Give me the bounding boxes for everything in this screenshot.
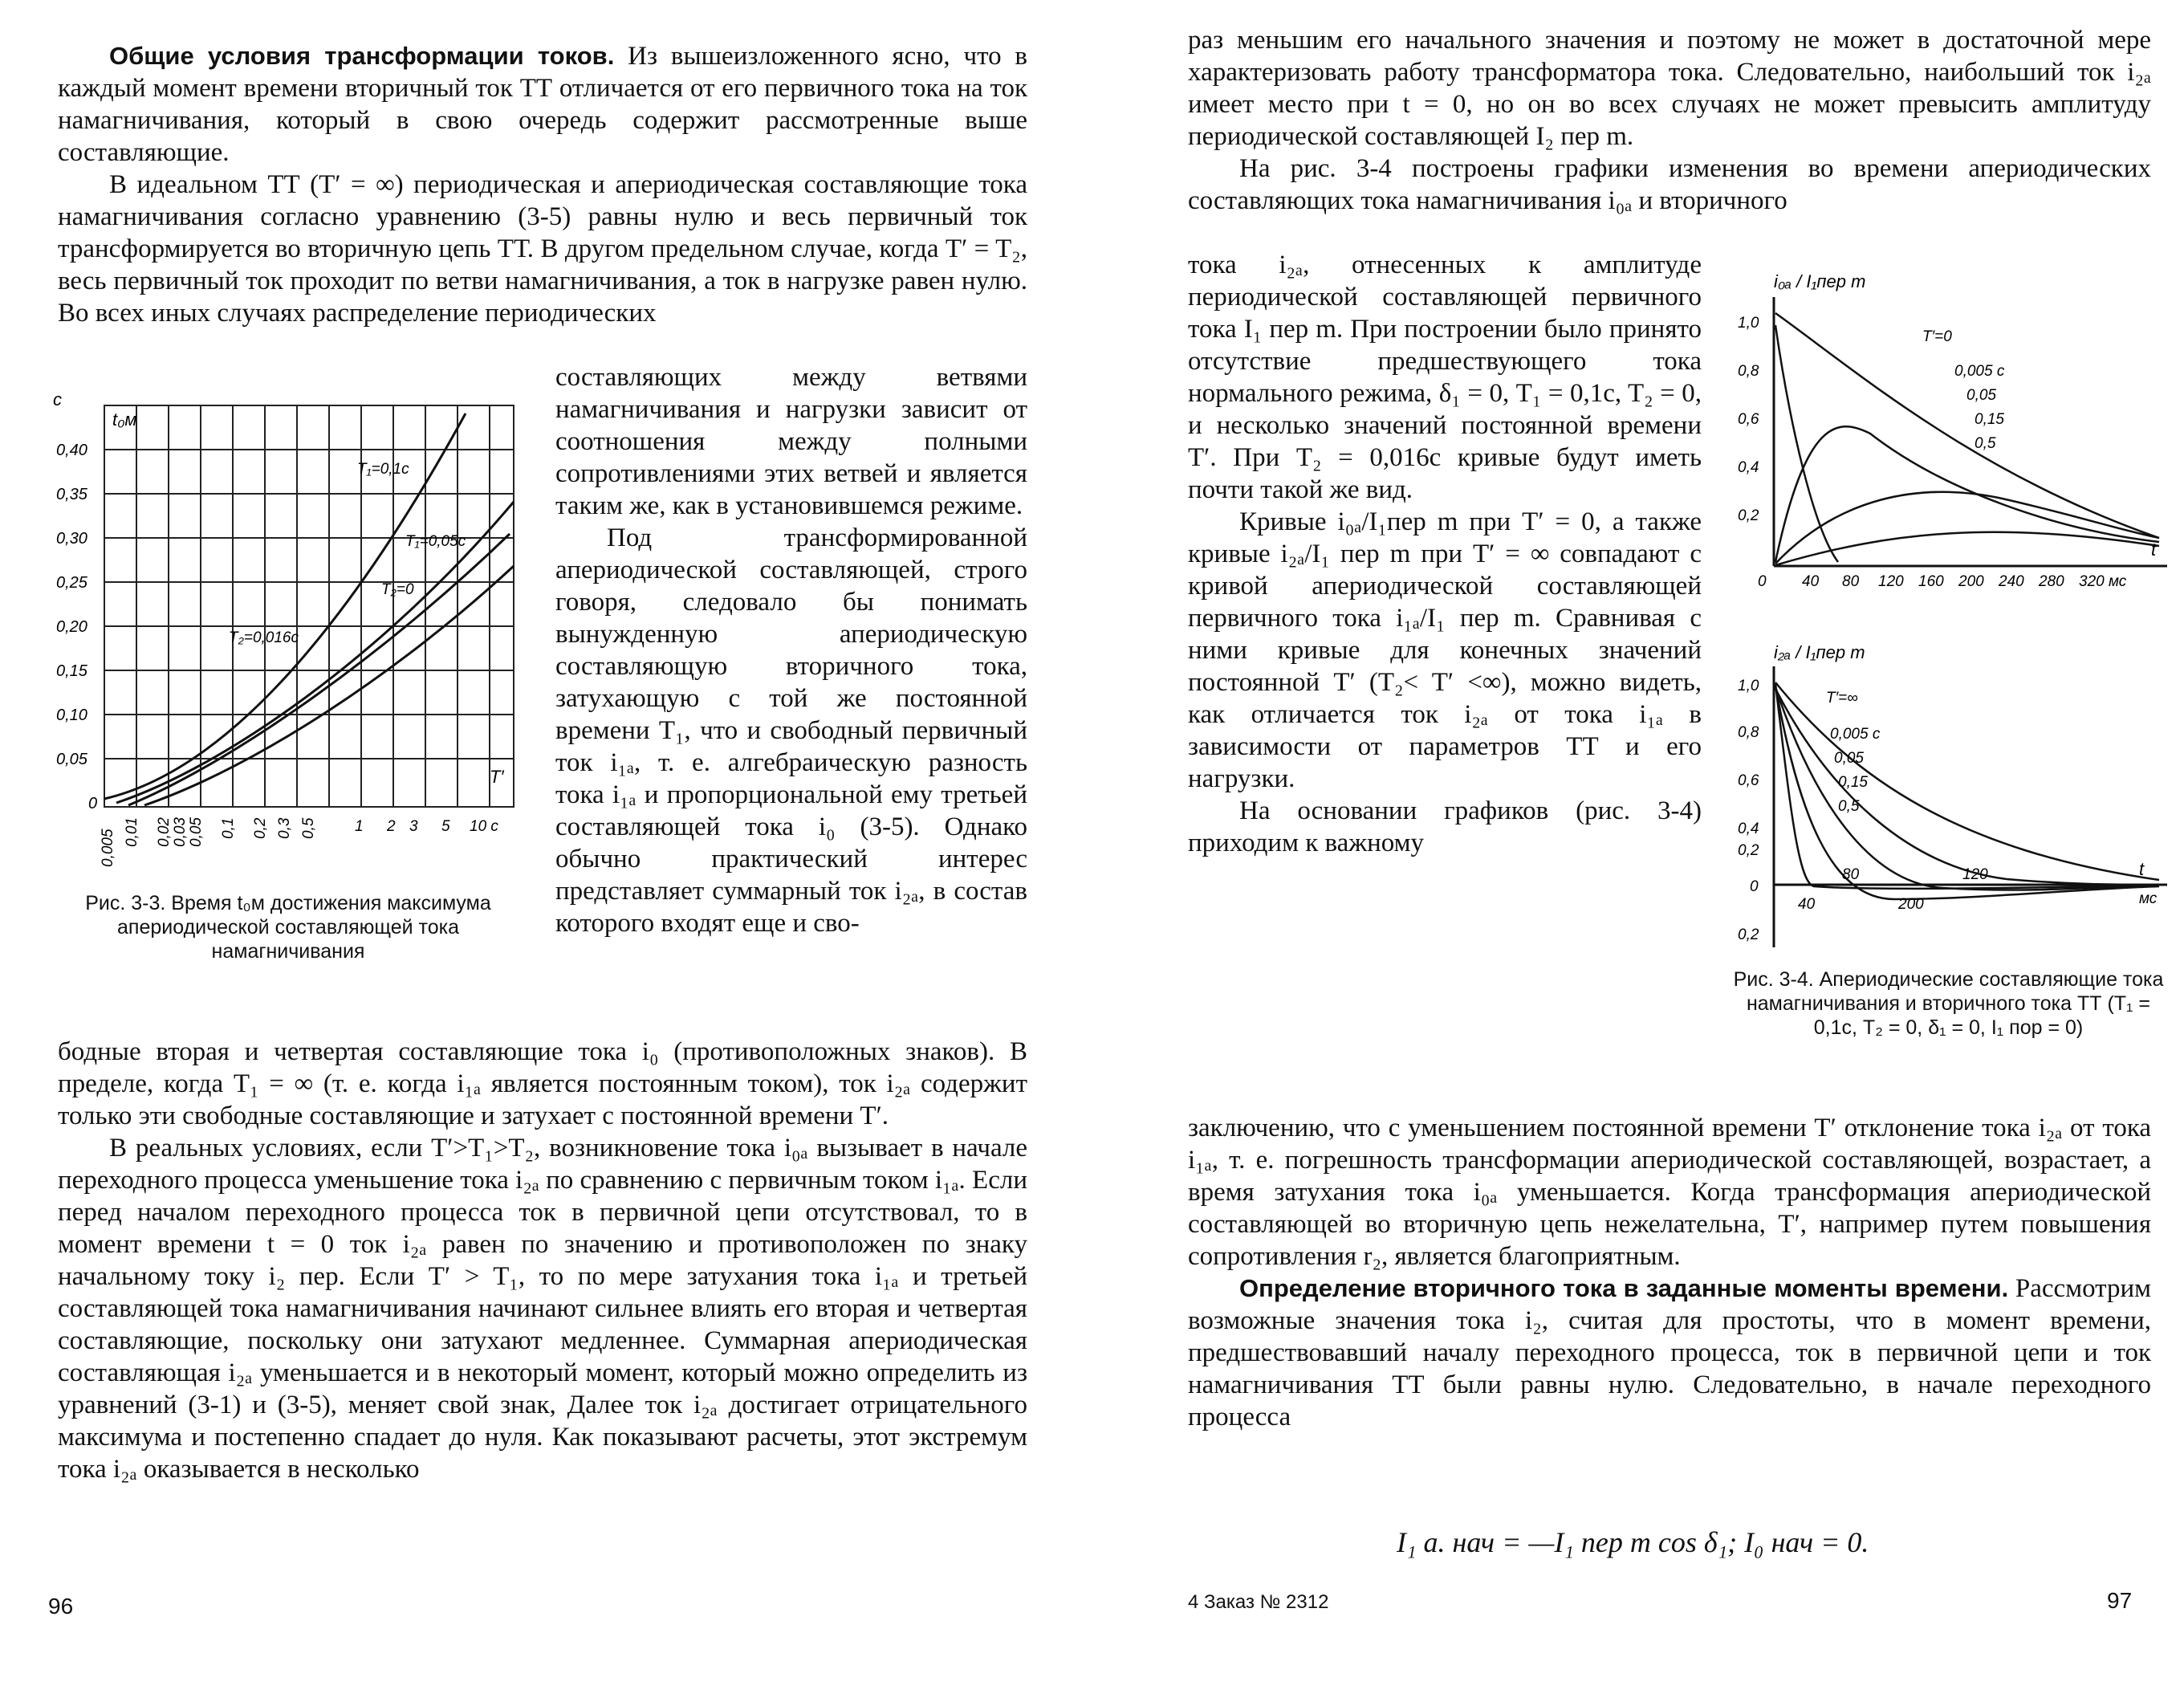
fig33-ytick: 0,10: [56, 707, 87, 724]
fig34-bot-ylabel: i₂ₐ / I₁пер m: [1774, 642, 1865, 662]
section-heading: Общие условия трансформации токов.: [109, 42, 615, 70]
fig33-y-label: t₀м: [112, 409, 137, 430]
fig34-bot-ytick: 0,8: [1738, 724, 1759, 741]
fig34-bot-label: 0,15: [1838, 774, 1868, 791]
fig34-top-label: T′=0: [1922, 328, 1952, 345]
page-number-right: 97: [2107, 1588, 2133, 1613]
fig33-curve-label: T₂=0: [381, 581, 414, 598]
right-side-paragraph-1: тока i₂ₐ, отнесенных к амплитуде периодической составляющей первичного тока I₁ пер m. При построении было принято отсутствие предшествующего тока нормального режима, δ₁ = 0, T₁ = 0,1c, T₂ = 0, и несколько значений постоянной времени T′. При T₂ = 0,016c кривые будут иметь почти такой же вид.: [1188, 250, 1702, 504]
fig34-top-label: 0,5: [1975, 435, 1996, 452]
fig34-top-xtick: 40: [1802, 573, 1820, 590]
fig34-bot-ytick: 0,6: [1738, 772, 1759, 789]
formula: I₁ а. нач = —I₁ пер m cos δ₁; I₀ нач = 0.: [1397, 1526, 1869, 1558]
fig34-top-x-label: t: [2151, 540, 2157, 560]
right-text-top: [1188, 24, 2151, 217]
figure-3-3: [48, 381, 530, 879]
fig33-xtick: 0,1: [220, 817, 237, 839]
left-paragraph-1: Из вышеизложенного ясно, что в каждый момент времени вторичный ток ТТ отличается от его первичного тока на ток намагничивания, который в свою очередь содержит рассмотренные выше составляющие.: [58, 42, 1028, 167]
fig34-top-ytick: 0: [1758, 573, 1767, 590]
fig33-xtick: 3: [409, 818, 418, 835]
fig34-bot-ytick: 0: [1750, 878, 1759, 895]
fig33-ytick: 0,30: [56, 530, 87, 548]
fig34-top-label: 0,005 c: [1954, 363, 2005, 380]
fig34-bot-label: 0,5: [1838, 798, 1860, 815]
fig33-xtick: 10 c: [470, 818, 498, 835]
fig33-curve-label: T₁=0,05c: [405, 533, 466, 550]
left-text-top: [58, 40, 1027, 329]
fig33-xtick: 0,03: [172, 817, 189, 847]
fig33-xtick: 0,2: [252, 817, 269, 839]
fig33-curve-label: T₁=0,1c: [357, 461, 409, 478]
left-paragraph-4: В реальных условиях, если T′>T₁>T₂, возникновение тока i₀ₐ вызывает в начале переходного процесса уменьшение тока i₂ₐ по сравнению с первичным током i₁ₐ. Если перед началом переходного процесса ток в первичной цепи отсутствовал, то в момент времени t = 0 ток i₂ₐ равен по значению и противоположен по знаку начальному току i₂ пер. Если T′ > T₁, то по мере затухания тока i₁ₐ и третьей составляющей тока намагничивания начинают сильнее влиять его вторая и четвертая составляющие, поскольку они затухают медленнее. Суммарная апериодическая составляющая i₂ₐ уменьшается и в некоторый момент, который можно определить из уравнений (3-1) и (3-5), меняет свой знак, Далее ток i₂ₐ достигает отрицательного максимума и постепенно спадает до нуля. Как показывают расчеты, этот экстремум тока i₂ₐ оказывается в несколько: [58, 1134, 1027, 1484]
fig33-ytick: 0: [88, 795, 98, 812]
fig33-x-label: T′: [490, 767, 504, 787]
fig33-y-ticks: [56, 442, 97, 812]
fig34-top-xtick: 80: [1842, 573, 1860, 590]
left-side-text: [555, 361, 1027, 939]
fig33-curves: [104, 413, 514, 805]
fig33-xtick: 2: [387, 818, 396, 835]
fig34-caption: Рис. 3-4. Апериодические составляющие тока намагничивания и вторичного тока ТТ (T₁ = 0,1с, T₂ = 0, δ₁ = 0, I₁ пор = 0): [1733, 968, 2164, 1039]
figure-3-4-bottom: [1734, 610, 2167, 955]
fig33-x-ticks: [100, 817, 498, 867]
subsection-heading: Определение вторичного тока в заданные моменты времени.: [1239, 1274, 2009, 1302]
right-paragraph-2-top: На рис. 3-4 построены графики изменения во времени апериодических составляющих тока намагничивания i₀ₐ и вторичного: [1188, 154, 2151, 215]
fig34-top-xtick: 120: [1878, 573, 1904, 590]
fig34-top-ytick: 0,6: [1738, 411, 1759, 428]
fig33-ytick: 0,15: [56, 662, 87, 680]
fig33-ytick: 0,25: [56, 574, 87, 592]
fig33-xtick: 5: [441, 818, 450, 835]
fig34-top-curve-05: [1775, 532, 2159, 565]
fig34-bot-ytick: 0,2: [1738, 842, 1759, 859]
fig33-ytick: 0,20: [56, 618, 87, 636]
fig33-xtick: 0,005: [100, 829, 116, 867]
fig34-top-curves: [1775, 313, 2159, 565]
fig33-xtick: 0,5: [300, 817, 317, 839]
fig33-y-unit: c: [53, 389, 62, 409]
right-paragraph-1: раз меньшим его начального значения и поэтому не может в достаточной мере характеризовать работу трансформатора тока. Следовательно, наибольший ток i₂ₐ имеет место при t = 0, но он во всех случаях не может превысить амплитуду периодической составляющей I₂ пер m.: [1188, 26, 2151, 151]
left-side-paragraph-2: Под трансформированной апериодической составляющей, строго говоря, следовало бы понимать вынужденную апериодическую составляющую вторичного тока, затухающую с той же постоянной времени T₁, что и свободный первичный ток i₁ₐ, т. е. алгебраическую разность тока i₁ₐ и пропорциональной ему третьей составляющей тока i₀ (3-5). Однако обычно практический интерес представляет суммарный ток i₂ₐ, в состав которого входят еще и сво-: [555, 523, 1027, 938]
left-paragraph-3: бодные вторая и четвертая составляющие тока i₀ (противоположных знаков). В пределе, когда T₁ = ∞ (т. е. когда i₁ₐ является постоянным током), ток i₂ₐ содержит только эти свободные составляющие и затухает с постоянной времени T′.: [58, 1037, 1027, 1130]
fig33-grid: [104, 405, 514, 807]
fig34-top-label: 0,15: [1975, 411, 2004, 428]
fig34-bot-xtick: 120: [1962, 866, 1988, 883]
fig34-top-xtick: 160: [1918, 573, 1944, 590]
fig34-bot-unit: мс: [2139, 890, 2158, 907]
footer-order: 4 Заказ № 2312: [1188, 1591, 1329, 1613]
fig34-bot-curve-labels: [1826, 690, 1881, 815]
fig34-top-ylabel: i₀ₐ / I₁пер m: [1774, 271, 1866, 291]
fig34-bot-ytick: 1,0: [1738, 678, 1759, 694]
fig34-bot-xtick: 200: [1898, 896, 1924, 913]
figure-3-4-top: [1734, 265, 2167, 602]
fig34-bot-xtick: 80: [1842, 866, 1860, 883]
fig34-bot-label: T′=∞: [1826, 690, 1858, 707]
fig33-caption: Рис. 3-3. Время t₀м достижения максимума апериодической составляющей тока намагничивания: [85, 892, 491, 963]
fig34-bot-ytick: 0,2: [1738, 926, 1759, 943]
fig34-bot-x-label: t: [2139, 859, 2145, 879]
right-side-paragraph-2: Кривые i₀ₐ/I₁пер m при T′ = 0, а также кривые i₂ₐ/I₁ пер m при T′ = ∞ совпадают с кривой апериодической составляющей первичного тока i₁ₐ/I₁ пер m. Сравнивая с ними кривые для конечных значений постоянной T′ (T₂< T′ <∞), можно видеть, как отличается ток i₂ₐ от тока i₁ₐ в зависимости от параметров ТТ и его нагрузки.: [1188, 507, 1702, 793]
left-text-bottom: [58, 1036, 1027, 1485]
left-paragraph-2: В идеальном ТТ (T′ = ∞) периодическая и апериодическая составляющие тока намагничивания согласно уравнению (3-5) равны нулю и весь первичный ток трансформируется во вторичную цепь ТТ. В другом предельном случае, когда T′ = T₂, весь первичный ток проходит по ветви намагничивания, а ток в нагрузке равен нулю. Во всех иных случаях распределение периодических: [58, 170, 1027, 328]
fig34-bot-curve-0005: [1775, 684, 2159, 889]
right-paragraph-4: заключению, что с уменьшением постоянной времени T′ отклонение тока i₂ₐ от тока i₁ₐ, т. е. погрешность трансформации апериодической составляющей, возрастает, а время затухания тока i₀ₐ уменьшается. Когда трансформация апериодической составляющей во вторичную цепь нежелательна, T′, например путем повышения сопротивления r₂, является благоприятным.: [1188, 1114, 2151, 1271]
fig34-bot-curve-05: [1775, 689, 2159, 885]
right-text-bottom: [1188, 1112, 2151, 1433]
fig34-top-yticks: [1738, 315, 1767, 590]
fig34-top-ytick: 1,0: [1738, 315, 1759, 332]
fig33-xtick: 0,01: [124, 817, 140, 847]
fig34-top-curve-0005: [1775, 325, 1838, 562]
fig34-top-xtick: 320 мс: [2079, 573, 2127, 590]
fig33-xtick: 0,05: [188, 817, 205, 847]
fig33-curve-t1-01: [104, 413, 466, 799]
fig33-xtick: 1: [355, 818, 364, 835]
fig34-top-label: 0,05: [1966, 387, 1996, 404]
fig33-curve-label: T₂=0,016c: [229, 629, 299, 646]
left-side-paragraph-1: составляющих между ветвями намагничивания и нагрузки зависит от соотношения между полными сопротивлениями этих ветвей и является таким же, как в установившемся режиме.: [555, 363, 1027, 520]
fig34-top-xtick: 200: [1958, 573, 1984, 590]
fig34-bot-yticks: [1738, 678, 1759, 943]
fig34-top-ytick: 0,2: [1738, 507, 1759, 524]
fig33-ytick: 0,05: [56, 751, 87, 768]
fig33-ytick: 0,40: [56, 442, 87, 459]
fig34-top-xtick: 240: [1999, 573, 2024, 590]
fig34-top-curve-0: [1775, 313, 2159, 538]
fig34-top-xtick: 280: [2039, 573, 2064, 590]
fig34-top-curve-labels: [1922, 328, 2005, 452]
fig34-bot-label: 0,05: [1834, 750, 1864, 767]
right-side-paragraph-3: На основании графиков (рис. 3-4) приходим к важному: [1188, 796, 1702, 857]
right-paragraph-5: Рассмотрим возможные значения тока i₂, считая для простоты, что в момент времени, предшествовавший началу переходного процесса, ток в первичной цепи и ток намагничивания ТТ были равны нулю. Следовательно, в начале переходного процесса: [1188, 1274, 2152, 1431]
fig34-top-ytick: 0,8: [1738, 363, 1759, 380]
fig33-xtick: 0,3: [276, 817, 293, 839]
fig33-ytick: 0,35: [56, 486, 87, 503]
fig34-top-xticks: [1802, 573, 2127, 590]
fig33-xtick: 0,02: [156, 817, 173, 847]
fig34-bot-curve-015: [1775, 687, 2159, 890]
right-page: [1092, 0, 2184, 1694]
fig34-bot-ytick: 0,4: [1738, 821, 1759, 837]
fig34-bot-label: 0,005 c: [1830, 726, 1881, 743]
fig34-bot-xtick: 40: [1798, 896, 1816, 913]
fig34-bot-curve-inf: [1775, 682, 2159, 880]
fig34-top-ytick: 0,4: [1738, 459, 1759, 476]
right-side-text: [1188, 249, 1702, 859]
page-number-left: 96: [48, 1594, 74, 1619]
